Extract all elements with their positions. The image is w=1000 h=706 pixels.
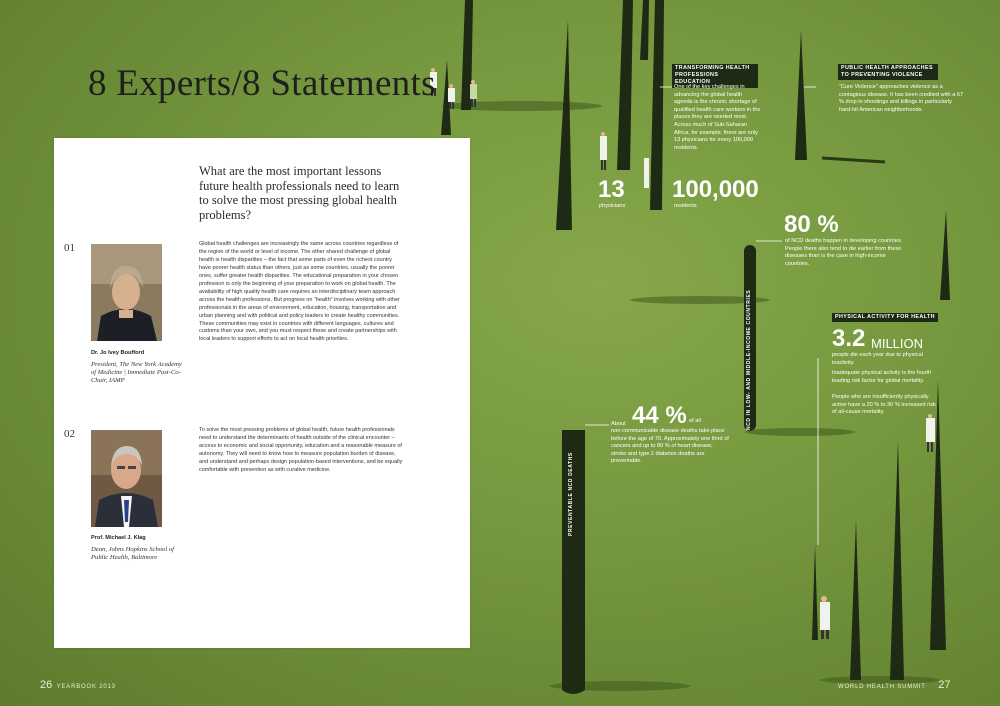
right-page-number: 27 bbox=[938, 679, 951, 691]
page-title: 8 Experts/8 Statements bbox=[88, 63, 436, 104]
pillar bbox=[640, 0, 649, 60]
expert-statement: To solve the most pressing problems of global health, future health professionals need to understand the determinants of health outside of the clinical encounter – access to economic and social opportunity, education and a reasonable measure of autonomy. They will need to know how to measure population burden of disease, and understand and perhaps design population-based interventions, and be equally comfortable with prevention as with curative medicine. bbox=[199, 427, 403, 473]
preventable-suffix: of all bbox=[689, 418, 701, 424]
preventable-prefix: About bbox=[611, 421, 626, 427]
expert-role: President, The New York Academy of Medicine | Immediate Past-Co-Chair, IAMP bbox=[91, 361, 182, 384]
doctor-figure bbox=[600, 132, 607, 170]
left-folio bbox=[40, 675, 116, 693]
ncd-bar-label: NCD IN LOW- AND MIDDLE-INCOME COUNTRIES bbox=[746, 289, 752, 430]
physicians-label: physicians bbox=[599, 203, 626, 209]
pillar bbox=[617, 0, 633, 170]
violence-heading: PUBLIC HEALTH APPROACHES TO PREVENTING VIOLENCE bbox=[838, 64, 938, 80]
experts-panel bbox=[54, 138, 470, 648]
ncd-value: 80 % bbox=[784, 211, 839, 238]
pillar bbox=[850, 520, 861, 680]
left-running-label: YEARBOOK 2013 bbox=[56, 684, 116, 690]
workforce-text: One of the key challenges in advancing the global health agenda is the chronic shortage of qualified health care workers in the places they are needed most. Across much of Sub-Saharan Africa, for example, there are only 13 physicians for every 100,000 residents. bbox=[674, 84, 761, 151]
pillar bbox=[556, 20, 572, 230]
workforce-heading: TRANSFORMING HEALTH PROFESSIONS EDUCATION bbox=[672, 64, 758, 88]
activity-text-1: people die each year due to physical inactivity. bbox=[832, 352, 923, 366]
expert-number: 02 bbox=[64, 428, 75, 440]
preventable-bar-label: PREVENTABLE NCD DEATHS bbox=[568, 452, 574, 536]
pillar-shadow bbox=[745, 428, 855, 436]
violence-text: “Cure Violence” approaches violence as a contagious disease. It has been credited with a 67 % drop in shootings and killings in particularly hard-hit American neighborhoods. bbox=[839, 84, 964, 113]
expert-statement: Global health challenges are increasingly the same across countries regardless of the region of the world or level of income. The other shared challenge of global health is health disparities – the fact that some parts of even the richest country have poorer health status than others, just as some countries, usually the poorer ones, suffer greater health disparities. The educational preparation in your chosen profession is only the beginning of your preparation to work on global health. The availability of high quality health care requires an interdisciplinary team approach across the health professions. But progress on “health” involves working with other professionals in the areas of environment, education, housing, transportation and urban planning and with political and policy leaders to create healthy communities. These communities may exist in countries with different languages, cultures and customs than your own, and you must respect these and create partnerships with local leaders to support efforts to act on local health priorities. bbox=[199, 241, 400, 343]
left-page-number: 26 bbox=[40, 679, 53, 691]
preventable-value: 44 % bbox=[632, 402, 687, 429]
activity-text-2: Inadequate physical activity is the fourth leading risk factor for global mortality. bbox=[832, 370, 932, 384]
expert-name: Prof. Michael J. Klag bbox=[91, 535, 146, 541]
ncd-text: of NCD deaths happen in developing countries. People there also tend to die earlier from these diseases than is the case in high-income countries. bbox=[785, 238, 903, 267]
expert-photo bbox=[91, 430, 162, 527]
activity-value: 3.2 bbox=[832, 325, 866, 352]
expert-name: Dr. Jo Ivey Boufford bbox=[91, 350, 145, 356]
right-folio bbox=[838, 675, 950, 693]
residents-label: residents bbox=[674, 203, 697, 209]
activity-unit: MILLION bbox=[871, 336, 924, 351]
doctor-figure bbox=[926, 414, 935, 452]
preventable-text: non-communicable disease deaths take place before the age of 70. Approximately one third of cancers and up to 80 % of heart disease, stroke and type 2 diabetes deaths are preventable. bbox=[611, 428, 729, 465]
pillar bbox=[795, 30, 807, 160]
physicians-value: 13 bbox=[598, 176, 625, 203]
pillar bbox=[650, 0, 664, 210]
pillar bbox=[890, 440, 904, 680]
doctor-figure bbox=[644, 158, 649, 188]
lead-question: What are the most important lessons future health professionals need to learn to solve the most pressing global health problems? bbox=[199, 164, 400, 222]
expert-role: Dean, Johns Hopkins School of Public Health, Baltimore bbox=[91, 546, 174, 561]
pillar bbox=[940, 210, 950, 300]
expert-number: 01 bbox=[64, 242, 75, 254]
activity-heading: PHYSICAL ACTIVITY FOR HEALTH bbox=[832, 313, 938, 322]
residents-value: 100,000 bbox=[672, 176, 759, 203]
expert-photo bbox=[91, 244, 162, 341]
doctor-figure bbox=[820, 596, 830, 639]
pillar bbox=[812, 545, 818, 640]
activity-text-3: People who are insufficiently physically active have a 20 % to 30 % increased risk of all-cause mortality. bbox=[832, 394, 936, 416]
pillar-shadow-line bbox=[822, 158, 885, 162]
right-running-label: WORLD HEALTH SUMMIT bbox=[838, 684, 926, 690]
